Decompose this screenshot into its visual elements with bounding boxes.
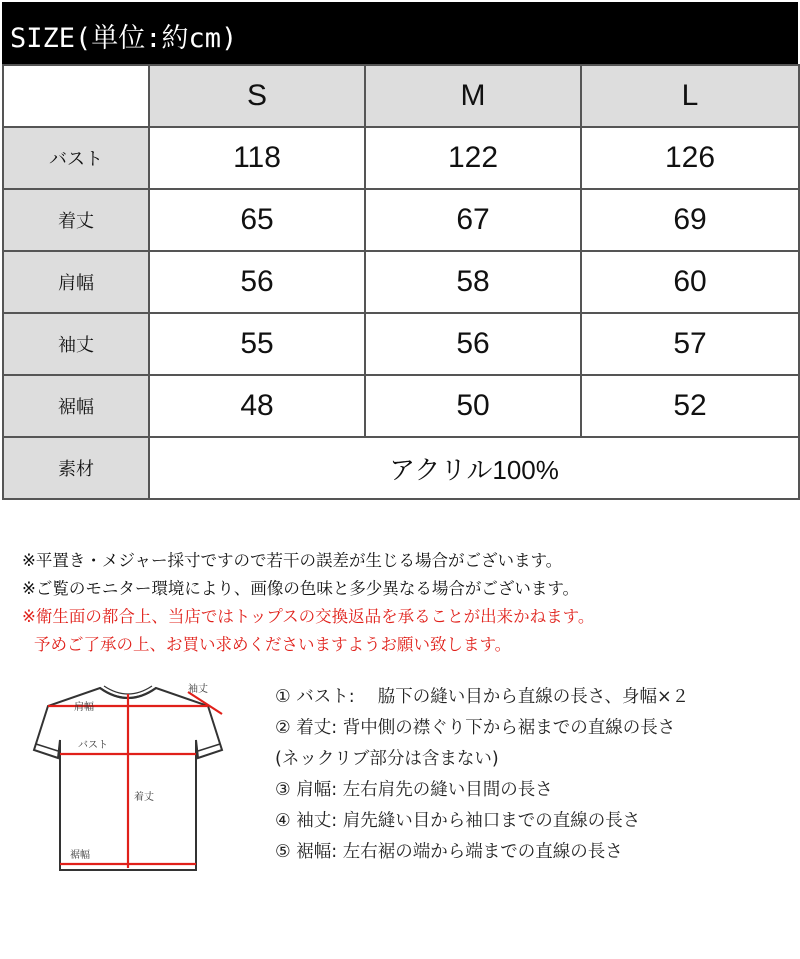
tshirt-measurement-diagram xyxy=(18,678,240,874)
material-value: アクリル100% xyxy=(149,437,799,499)
table-cell: 56 xyxy=(365,313,581,375)
table-cell: 69 xyxy=(581,189,799,251)
table-cell: 67 xyxy=(365,189,581,251)
table-corner-cell xyxy=(3,65,149,127)
table-row xyxy=(3,375,799,437)
table-cell: 50 xyxy=(365,375,581,437)
table-row xyxy=(3,313,799,375)
legend-item-bust: ① バスト: 脇下の縫い目から直線の長さ、身幅×２ xyxy=(275,687,690,707)
row-header-bust: バスト xyxy=(3,127,149,189)
notes-section xyxy=(22,547,792,659)
legend-item-length: ② 着丈: 背中側の襟ぐり下から裾までの直線の長さ xyxy=(275,718,676,738)
size-table xyxy=(2,64,800,500)
table-cell: 55 xyxy=(149,313,365,375)
column-header-m: M xyxy=(365,65,581,127)
row-header-sleeve: 袖丈 xyxy=(3,313,149,375)
column-header-l: L xyxy=(581,65,799,127)
table-cell: 52 xyxy=(581,375,799,437)
row-header-length: 着丈 xyxy=(3,189,149,251)
note-line: ※ご覧のモニター環境により、画像の色味と多少異なる場合がございます。 xyxy=(22,579,580,598)
page-title: SIZE(単位:約cm) xyxy=(10,23,238,54)
title-bar xyxy=(2,2,798,64)
legend-item-hem: ⑤ 裾幅: 左右裾の端から端までの直線の長さ xyxy=(275,842,623,862)
table-cell: 48 xyxy=(149,375,365,437)
neck-rib xyxy=(104,686,152,694)
table-row-material xyxy=(3,437,799,499)
note-line-warning: ※衛生面の都合上、当店ではトップスの交換返品を承ることが出来かねます。 xyxy=(22,607,595,626)
legend-item-shoulder: ③ 肩幅: 左右肩先の縫い目間の長さ xyxy=(275,780,553,800)
table-cell: 65 xyxy=(149,189,365,251)
table-header-row xyxy=(3,65,799,127)
table-cell: 56 xyxy=(149,251,365,313)
length-label: 着丈 xyxy=(134,792,154,803)
shoulder-label: 肩幅 xyxy=(74,702,94,713)
row-header-shoulder: 肩幅 xyxy=(3,251,149,313)
column-header-s: S xyxy=(149,65,365,127)
row-header-hem: 裾幅 xyxy=(3,375,149,437)
table-cell: 60 xyxy=(581,251,799,313)
measurement-legend xyxy=(275,682,795,868)
table-cell: 122 xyxy=(365,127,581,189)
table-cell: 57 xyxy=(581,313,799,375)
hem-label: 裾幅 xyxy=(70,850,90,861)
table-cell: 58 xyxy=(365,251,581,313)
legend-item-sleeve: ④ 袖丈: 肩先縫い目から袖口までの直線の長さ xyxy=(275,811,641,831)
row-header-material: 素材 xyxy=(3,437,149,499)
table-cell: 118 xyxy=(149,127,365,189)
table-row xyxy=(3,251,799,313)
legend-item-length-note: (ネックリブ部分は含まない) xyxy=(275,749,499,769)
table-row xyxy=(3,127,799,189)
note-line-warning: 予めご了承の上、お買い求めくださいますようお願い致します。 xyxy=(34,635,512,654)
bust-label: バスト xyxy=(78,740,108,751)
note-line: ※平置き・メジャー採寸ですので若干の誤差が生じる場合がございます。 xyxy=(22,551,563,570)
table-row xyxy=(3,189,799,251)
sleeve-label: 袖丈 xyxy=(188,684,208,695)
table-cell: 126 xyxy=(581,127,799,189)
